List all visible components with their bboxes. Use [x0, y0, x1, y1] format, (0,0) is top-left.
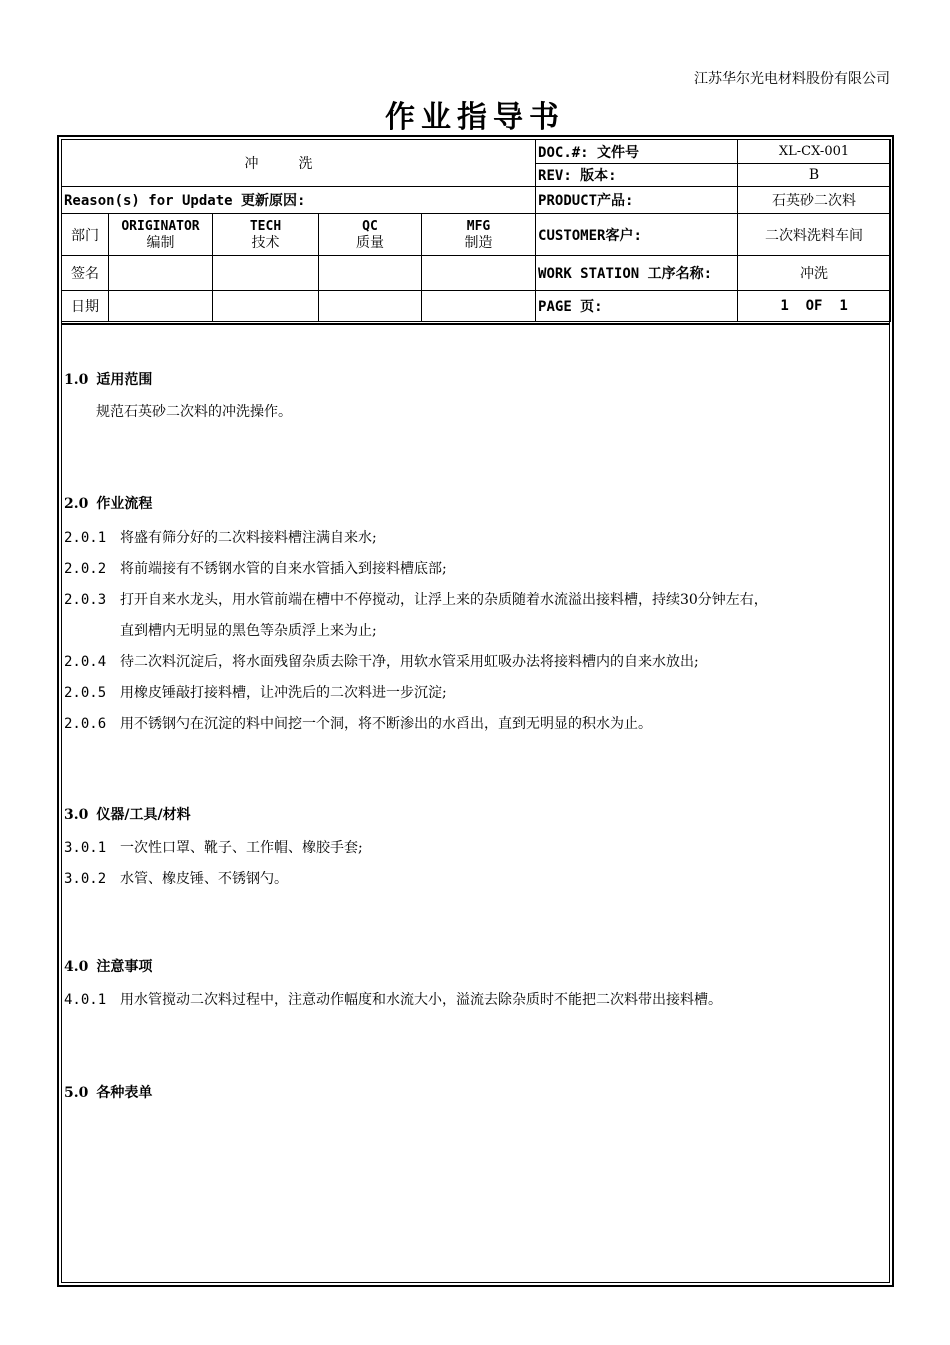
mfg-cn: 制造	[464, 234, 493, 251]
section-2-number: 2.0	[64, 496, 89, 512]
header-divider	[61, 323, 890, 325]
item-number: 2.0.5	[64, 685, 107, 701]
doc-no-value: XL-CX-001	[738, 140, 891, 164]
item-number: 2.0.1	[64, 530, 107, 546]
date-mfg	[422, 291, 536, 322]
doc-no-label: DOC.#: 文件号	[536, 140, 738, 164]
item-text: 打开自来水龙头，用水管前端在槽中不停搅动，让浮上来的杂质随着水流溢出接料槽，持续30分钟左右，	[120, 592, 768, 608]
section-3-title: 仪器/工具/材料	[96, 807, 191, 823]
list-item	[64, 589, 768, 609]
rev-label: REV: 版本:	[536, 164, 738, 187]
product-value: 石英砂二次料	[738, 187, 891, 214]
section-2-title: 作业流程	[96, 496, 153, 512]
item-number: 2.0.2	[64, 561, 107, 577]
mfg-cell	[422, 214, 536, 256]
list-item-continuation: 直到槽内无明显的黑色等杂质浮上来为止;	[120, 623, 377, 639]
date-qc	[319, 291, 422, 322]
list-item	[64, 651, 699, 671]
sign-tech	[213, 256, 319, 291]
date-tech	[213, 291, 319, 322]
item-number: 2.0.4	[64, 654, 107, 670]
list-item	[64, 868, 288, 888]
customer-value: 二次料洗料车间	[738, 214, 891, 256]
company-name: 江苏华尔光电材料股份有限公司	[694, 71, 890, 87]
section-1-number: 1.0	[64, 372, 89, 388]
item-text: 将前端接有不锈钢水管的自来水管插入到接料槽底部;	[120, 561, 447, 577]
section-5-title: 各种表单	[96, 1085, 153, 1101]
section-4-title: 注意事项	[96, 959, 153, 975]
section-2-heading	[64, 493, 152, 513]
item-text: 用水管搅动二次料过程中，注意动作幅度和水流大小，溢流去除杂质时不能把二次料带出接料槽。	[120, 992, 722, 1008]
mfg-en: MFG	[466, 218, 491, 234]
item-number: 3.0.2	[64, 871, 107, 887]
list-item	[64, 558, 447, 578]
item-text: 一次性口罩、靴子、工作帽、橡胶手套;	[120, 840, 363, 856]
date-label: 日期	[62, 291, 109, 322]
product-label: PRODUCT产品:	[536, 187, 738, 214]
tech-cell	[213, 214, 319, 256]
list-item	[64, 527, 377, 547]
section-4-heading	[64, 956, 152, 976]
section-1-title: 适用范围	[96, 372, 153, 388]
list-item	[64, 682, 447, 702]
originator-cell	[109, 214, 213, 256]
sign-mfg	[422, 256, 536, 291]
section-1-heading	[64, 369, 152, 389]
list-item	[64, 837, 363, 857]
item-number: 2.0.3	[64, 592, 107, 608]
station-label: WORK STATION 工序名称:	[536, 256, 738, 291]
item-number: 3.0.1	[64, 840, 107, 856]
tech-en: TECH	[249, 218, 282, 234]
section-3-number: 3.0	[64, 807, 89, 823]
section-5-number: 5.0	[64, 1085, 89, 1101]
originator-en: ORIGINATOR	[121, 218, 200, 234]
item-number: 2.0.6	[64, 716, 107, 732]
section-5-heading	[64, 1082, 152, 1102]
list-item	[64, 713, 652, 733]
date-originator	[109, 291, 213, 322]
station-value: 冲洗	[738, 256, 891, 291]
process-title: 冲洗	[62, 140, 536, 187]
sign-label: 签名	[62, 256, 109, 291]
item-text: 将盛有筛分好的二次料接料槽注满自来水;	[120, 530, 377, 546]
section-1-text: 规范石英砂二次料的冲洗操作。	[96, 404, 292, 420]
sign-originator	[109, 256, 213, 291]
sign-qc	[319, 256, 422, 291]
item-text: 用不锈钢勺在沉淀的料中间挖一个洞，将不断渗出的水舀出，直到无明显的积水为止。	[120, 716, 652, 732]
item-text: 待二次料沉淀后，将水面残留杂质去除干净，用软水管采用虹吸办法将接料槽内的自来水放出;	[120, 654, 699, 670]
item-text: 水管、橡皮锤、不锈钢勺。	[120, 871, 288, 887]
dept-label: 部门	[62, 214, 109, 256]
reason-label: Reason(s) for Update 更新原因:	[62, 187, 536, 214]
section-3-heading	[64, 804, 191, 824]
section-4-number: 4.0	[64, 959, 89, 975]
qc-cell	[319, 214, 422, 256]
customer-label: CUSTOMER客户:	[536, 214, 738, 256]
qc-en: QC	[362, 218, 378, 234]
item-number: 4.0.1	[64, 992, 107, 1008]
qc-cn: 质量	[356, 234, 384, 251]
rev-value: B	[738, 164, 891, 187]
header-table	[61, 139, 891, 322]
item-text: 用橡皮锤敲打接料槽，让冲洗后的二次料进一步沉淀;	[120, 685, 447, 701]
tech-cn: 技术	[251, 234, 280, 251]
document-title: 作业指导书	[385, 100, 565, 135]
list-item	[64, 989, 722, 1009]
originator-cn: 编制	[146, 234, 175, 251]
page-label: PAGE 页:	[536, 291, 738, 322]
page-value: 1 OF 1	[738, 291, 891, 322]
